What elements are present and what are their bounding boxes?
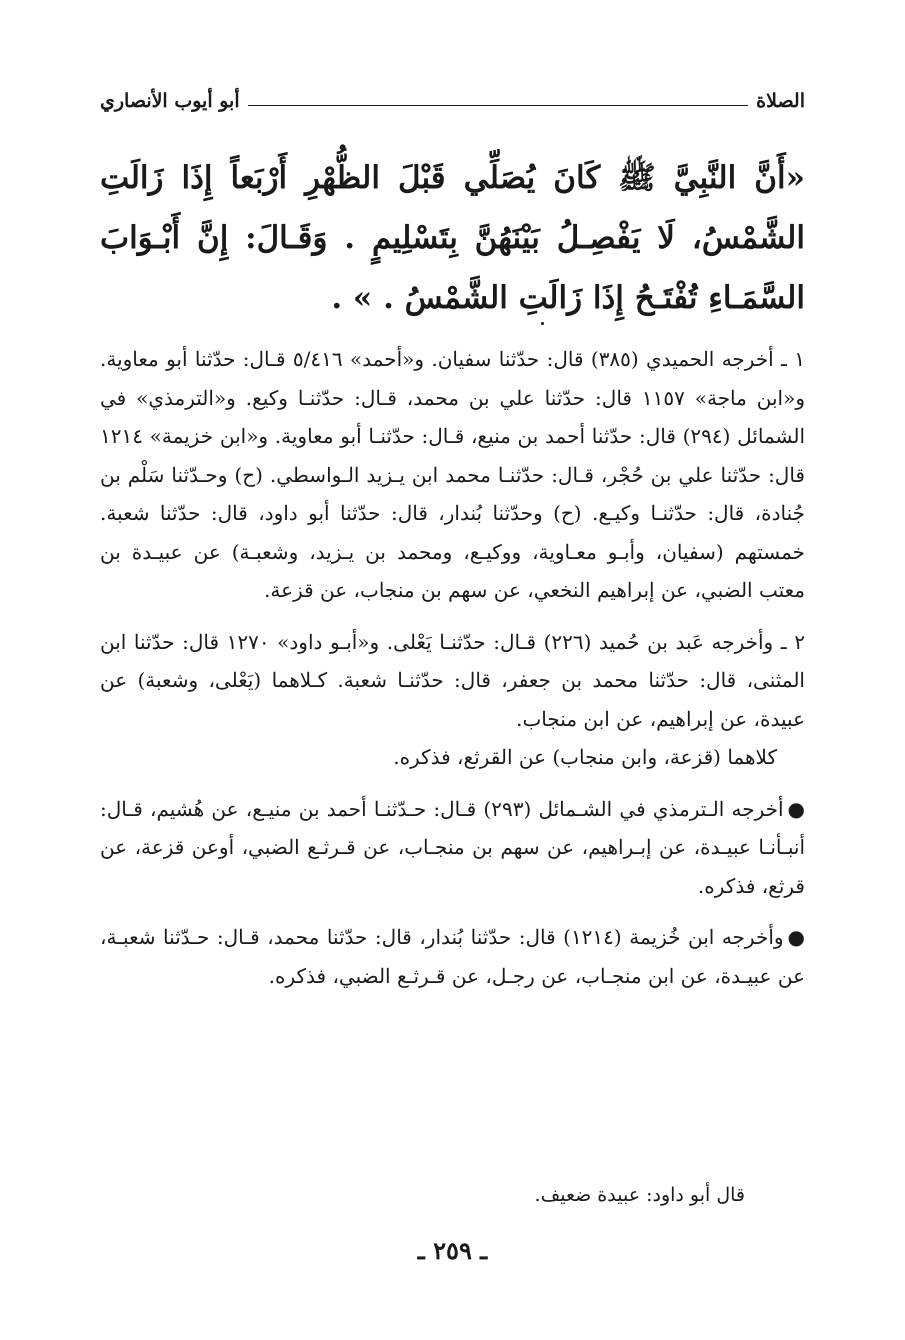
header-rule [248,105,749,106]
note-paragraph-4 [100,790,805,906]
note-paragraph-3: كلاهما (قزعة، وابن منجاب) عن القرثع، فذكره. [393,745,777,769]
note-paragraph-5 [100,918,805,995]
section-title: أبو أيوب الأنصاري [100,90,240,112]
note-paragraph-1: ١ ـ أخرجه الحميدي (٣٨٥) قال: حدّثنا سفيان. و«أحمد» ٥/٤١٦ قـال: حدّثنا أبو معاوية. و«ابن ماجة» ١١٥٧ قال: حدّثنا علي بن محمد، قـال: حدّثنـا وكيع. و«الترمذي» في الشمائل (٢٩٤) قال: حدّثنا أحمد بن منيع، قـال: حدّثنـا أبو معاوية. و«ابن خزيمة» ١٢١٤ قال: حدّثنا علي بن حُجْر، قـال: حدّثنـا محمد ابن يـزيد الـواسطي. (ح) وحـدّثنا سَلْم بن جُنادة، قال: حدّثنـا وكيـع. (ح) وحدّثنا بُندار، قال: حدّثنا أبو داود، قال: حدّثنا شعبة. خمستهم (سفيان، وأبـو معـاوية، ووكيـع، ومحمد بن يـزيد، وشعبـة) عن عبيـدة بن معتب الضبي، عن إبراهيم النخعي، عن سهم بن منجاب، عن قزعة. [100,347,805,602]
page-number: ـ ٢٥٩ ـ [417,1236,488,1265]
note-paragraph-5-text: وأخرجه ابن خُزيمة (١٢١٤) قال: حدّثنا بُندار، قال: حدّثنا محمد، قـال: حـدّثنا شعبـة، عن عبيـدة، عن ابن منجـاب، عن رجـل، عن قـرثـع الضبي، فذكره. [100,925,805,988]
chapter-title: الصلاة [756,90,805,112]
takhrij-notes [100,340,805,995]
running-header [100,86,805,116]
hadith-text: «أَنَّ النَّبِيَّ ﷺ كَانَ يُصَلِّي قَبْلَ الظُّهْرِ أَرْبَعاً إِذَا زَالَتِ الشَّمْسُ، لَا يَفْصِـلُ بَيْنَهُنَّ بِتَسْلِيمٍ . وَقَـالَ: إِنَّ أَبْـوَابَ السَّمَـاءِ تُفْتَـحُ إِذَا زَالَتِ الشَّمْسُ . » . [100,160,805,316]
note-paragraph-4-text: أخرجه الـترمذي في الشـمائل (٢٩٣) قـال: حـدّثنـا أحمد بن منيـع، عن هُشيم، قـال: أنبـأنـا عبيـدة، عن إبـراهيم، عن سهم بن منجـاب، عن قـرثـع الضبي، أوعن قزعة، عن قرثع، فذكره. [100,796,805,898]
note-paragraph-2: ٢ ـ وأخرجه عَبد بن حُميد (٢٢٦) قـال: حدّثنـا يَعْلى. و«أبـو داود» ١٢٧٠ قال: حدّثنا ابن المثنى، قال: حدّثنا محمد بن جعفر، قال: حدّثنـا شعبة. كـلاهما (يَعْلى، وشعبة) عن عبيدة، عن إبراهيم، عن ابن منجاب. [100,629,805,731]
abu-dawud-remark: قال أبو داود: عبيدة ضعيف. [534,1184,745,1206]
bullet-icon: ● [787,925,805,949]
ink-speck [541,322,544,325]
bullet-icon: ● [787,796,805,821]
